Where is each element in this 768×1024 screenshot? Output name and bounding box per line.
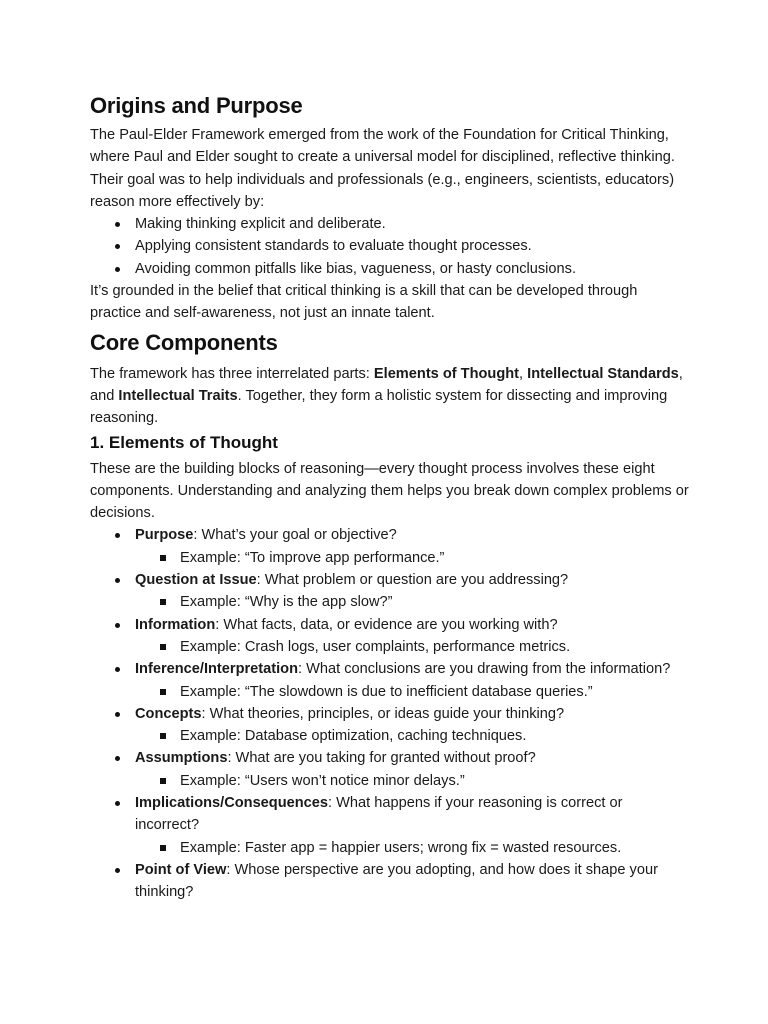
origins-heading: Origins and Purpose [90, 93, 303, 118]
element-desc: : What theories, principles, or ideas guide your thinking? [201, 705, 565, 722]
origins-bullet-list [90, 213, 690, 280]
example-list [135, 547, 690, 569]
element-desc: : Whose perspective are you adopting, and how does it shape your thinking? [135, 861, 658, 901]
element-desc: : What facts, data, or evidence are you working with? [215, 616, 558, 633]
element-item [90, 614, 690, 659]
core-part-elements: Elements of Thought [373, 365, 520, 382]
origins-closing: It’s grounded in the belief that critical thinking is a skill that can be developed through practice and self-awareness, not just an innate talent. [90, 283, 638, 322]
element-desc: : What conclusions are you drawing from the information? [298, 661, 671, 678]
example-item: Example: “The slowdown is due to inefficient database queries.” [135, 681, 690, 703]
element-item [90, 703, 690, 748]
example-item: Example: Database optimization, caching techniques. [135, 725, 690, 747]
list-item: Making thinking explicit and deliberate. [90, 213, 690, 235]
element-desc: : What problem or question are you addressing? [256, 572, 569, 589]
example-item: Example: “Why is the app slow?” [135, 591, 690, 613]
element-term: Assumptions [135, 750, 228, 767]
element-item [90, 859, 690, 904]
core-intro-prefix: The framework has three interrelated parts: [90, 365, 374, 382]
element-item [90, 569, 690, 614]
element-term: Implications/Consequences [135, 795, 329, 812]
origins-intro: The Paul-Elder Framework emerged from the work of the Foundation for Critical Thinking, where Paul and Elder sought to create a universal model for disciplined, reflective thinking. Their goal was to help individuals and professionals (e.g., engineers, scientists, educators) reason more effectively by: [90, 127, 675, 210]
element-term: Question at Issue [135, 572, 257, 589]
example-list [135, 837, 690, 859]
element-item [90, 524, 690, 569]
example-item: Example: Crash logs, user complaints, performance metrics. [135, 636, 690, 658]
element-desc: : What happens if your reasoning is correct or incorrect? [135, 795, 623, 834]
core-intro [90, 363, 690, 430]
core-separator: , and [90, 365, 683, 404]
example-list [135, 770, 690, 792]
example-list [135, 636, 690, 658]
core-heading: Core Components [90, 329, 278, 355]
example-list [135, 591, 690, 613]
core-part-traits: Intellectual Traits [118, 387, 238, 404]
core-separator: , [519, 365, 528, 382]
element-item [90, 747, 690, 792]
example-list [135, 681, 690, 703]
elements-list [90, 524, 690, 903]
example-item: Example: “To improve app performance.” [135, 547, 690, 569]
document-body [90, 90, 690, 904]
core-part-standards: Intellectual Standards [527, 365, 679, 382]
example-list [135, 725, 690, 747]
element-item [90, 658, 690, 703]
element-desc: : What are you taking for granted without proof? [227, 750, 536, 767]
example-item: Example: Faster app = happier users; wrong fix = wasted resources. [135, 837, 690, 859]
list-item: Applying consistent standards to evaluate thought processes. [90, 235, 690, 257]
element-item [90, 792, 690, 859]
element-term: Concepts [135, 705, 202, 722]
element-term: Information [135, 616, 216, 633]
element-term: Purpose [135, 527, 194, 544]
elements-intro: These are the building blocks of reasoning—every thought process involves these eight components. Understanding and analyzing them helps you break down complex problems or decisions. [90, 460, 689, 522]
elements-heading: 1. Elements of Thought [90, 432, 278, 452]
list-item: Avoiding common pitfalls like bias, vagueness, or hasty conclusions. [90, 258, 690, 280]
element-desc: : What’s your goal or objective? [193, 527, 397, 544]
example-item: Example: “Users won’t notice minor delays.” [135, 770, 690, 792]
element-term: Point of View [135, 861, 227, 878]
core-intro-suffix: . Together, they form a holistic system for dissecting and improving reasoning. [90, 387, 668, 427]
element-term: Inference/Interpretation [135, 661, 298, 678]
